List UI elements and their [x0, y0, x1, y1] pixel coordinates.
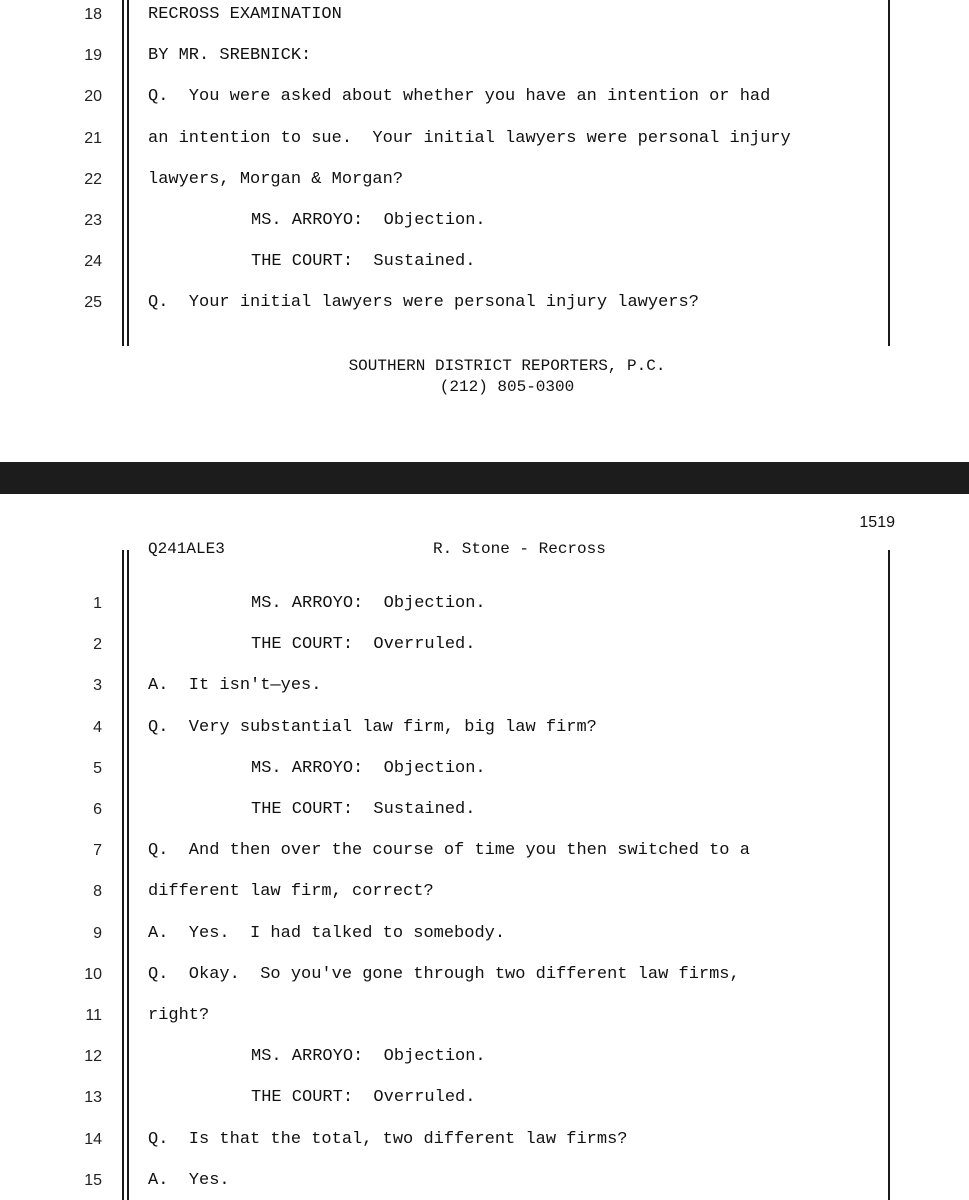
line-number: 8 — [93, 883, 102, 901]
transcript-line-text: Q. You were asked about whether you have an intention or had — [148, 87, 771, 107]
left-margin-rule-inner — [127, 550, 129, 1200]
line-number: 6 — [93, 801, 102, 818]
transcript-line-text: lawyers, Morgan & Morgan? — [148, 169, 404, 189]
left-margin-rule-outer — [122, 0, 124, 346]
transcript-line-text: RECROSS EXAMINATION — [148, 5, 342, 24]
line-number: 22 — [84, 170, 102, 188]
line-number: 2 — [93, 636, 102, 654]
page-number: 1519 — [859, 514, 895, 531]
transcript-line-text: Q. Very substantial law firm, big law firm? — [148, 717, 597, 737]
case-code: Q241ALE3 — [148, 540, 225, 558]
line-number: 14 — [84, 1130, 102, 1148]
line-number: 7 — [93, 842, 102, 860]
transcript-page-top — [0, 0, 969, 462]
running-header-title: R. Stone - Recross — [433, 540, 606, 558]
transcript-line-text: MS. ARROYO: Objection. — [251, 211, 486, 230]
line-number: 20 — [84, 88, 102, 106]
line-number: 24 — [84, 253, 102, 271]
line-number: 3 — [93, 677, 102, 695]
transcript-line-text: MS. ARROYO: Objection. — [251, 594, 486, 613]
transcript-line-text: A. Yes. I had talked to somebody. — [148, 923, 506, 943]
line-number: 21 — [84, 129, 102, 147]
line-number: 4 — [93, 718, 102, 736]
line-number: 12 — [84, 1048, 102, 1066]
transcript-line-text: BY MR. SREBNICK: — [148, 46, 312, 66]
line-number: 18 — [84, 6, 102, 23]
line-number: 1 — [93, 595, 102, 612]
right-margin-rule — [888, 550, 890, 1200]
line-number: 10 — [84, 965, 102, 983]
reporter-name: SOUTHERN DISTRICT REPORTERS, P.C. — [348, 357, 666, 375]
transcript-line-text: Q. Is that the total, two different law firms? — [148, 1129, 628, 1149]
line-number: 9 — [93, 924, 102, 942]
transcript-line-text: A. It isn't—yes. — [148, 676, 322, 696]
line-number: 15 — [84, 1171, 102, 1189]
transcript-line-text: Q. Your initial lawyers were personal injury lawyers? — [148, 293, 699, 313]
transcript-line-text: THE COURT: Sustained. — [251, 800, 476, 819]
transcript-line-text: MS. ARROYO: Objection. — [251, 758, 486, 778]
transcript-line-text: THE COURT: Overruled. — [251, 1088, 476, 1108]
transcript-line-text: MS. ARROYO: Objection. — [251, 1047, 486, 1067]
reporter-phone: (212) 805-0300 — [439, 378, 575, 396]
transcript-line-text: different law firm, correct? — [148, 882, 434, 902]
transcript-page-bottom — [0, 494, 969, 1200]
transcript-line-text: an intention to sue. Your initial lawyers were personal injury — [148, 128, 791, 148]
line-number: 23 — [84, 212, 102, 229]
left-margin-rule-inner — [127, 0, 129, 346]
line-number: 25 — [84, 294, 102, 312]
page-separator — [0, 462, 969, 494]
left-margin-rule-outer — [122, 550, 124, 1200]
transcript-line-text: THE COURT: Sustained. — [251, 252, 476, 272]
transcript-line-text: right? — [148, 1006, 210, 1025]
transcript-line-text: Q. And then over the course of time you then switched to a — [148, 841, 750, 861]
transcript-line-text: THE COURT: Overruled. — [251, 635, 476, 655]
line-number: 13 — [84, 1089, 102, 1107]
transcript-line-text: A. Yes. — [148, 1170, 230, 1190]
line-number: 5 — [93, 759, 102, 777]
line-number: 11 — [85, 1007, 102, 1024]
right-margin-rule — [888, 0, 890, 346]
transcript-line-text: Q. Okay. So you've gone through two different law firms, — [148, 964, 740, 984]
line-number: 19 — [84, 47, 102, 65]
